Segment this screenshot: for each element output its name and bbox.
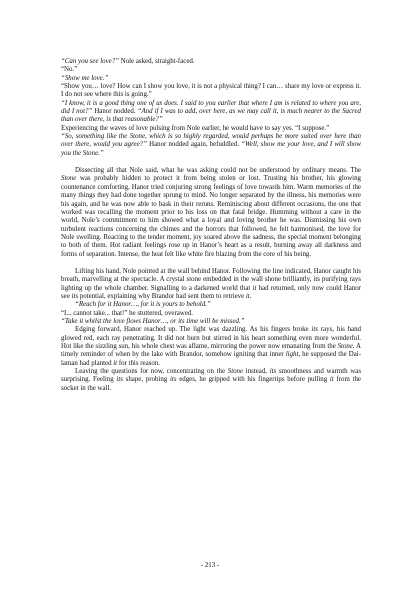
italic-text: its xyxy=(71,292,79,300)
paragraph xyxy=(61,368,361,393)
text-run: for this reason. xyxy=(117,359,160,367)
text-run: smoothness and warmth was surprising. Feeling xyxy=(61,368,362,384)
paragraph-gap xyxy=(61,259,361,268)
page-number: - 213 - xyxy=(200,562,220,569)
text-run: “Show you… love? How can I show you love, it is not a physical thing? I can… share my love or express it. I do not see where this is going.” xyxy=(61,83,361,99)
italic-text: “Well, show me your love, and I will show you the Stone.” xyxy=(61,141,361,157)
italic-text: its xyxy=(269,368,277,376)
text-run: . A timely reminder of when by the lake with Brandor, somehow igniting that inner xyxy=(61,343,361,359)
text-run: “I... cannot take... that!” he stuttered, overawed. xyxy=(61,309,194,317)
page-body xyxy=(61,58,361,393)
italic-text: Stone xyxy=(61,175,77,183)
paragraph xyxy=(61,83,361,100)
text-run: Lifting his hand, Nole pointed at the wall behind Hanor. Following the line indicated, Hanor caught his breath, marvelling at the spectacle. A crystal stone embedded in the wall shone brilliantly, its purifying rays lighting up the whole chamber. Signalling to a darkened world that xyxy=(61,267,361,292)
paragraph xyxy=(61,133,361,158)
paragraph xyxy=(61,301,361,309)
text-run: edges, he gripped with his fingertips before pulling xyxy=(176,376,330,384)
paragraph xyxy=(61,318,361,326)
paragraph xyxy=(61,167,361,259)
text-run: instead, xyxy=(243,368,270,376)
paragraph xyxy=(61,75,361,83)
italic-text: “And if I was to add, over here, as we may call it, is much nearer to the Sacred than over there, is that reasonable?” xyxy=(61,108,361,124)
italic-text: “Reach for it Hanor…, for it is yours to behold.” xyxy=(75,301,211,309)
text-run: was probably hidden to protect it from being stolen or lost. Trusting his brother, his glowing countenance comforting, Hanor tried conjuring strong feelings of love towards him. Warm memories of the many things they had done together sprung to mind. No longer separated by the illness, his memories were his again, and he was now able to bask in their reruns. Reminiscing about different occasions, the one that worked was recalling the moment prior to his loss on that fatal bridge. Humming without a care in the world, Nole’s commitment to him showed what a loyal and loving brother he was. Dismissing his own turbulent reactions concerning the chimes and the horrors that followed, he felt harmonised, the love for Nole swelling. Reacting to the tender moment, joy soared above the sadness, the special moment belonging to both of them. Hot radiant feelings rose up in Hanor’s heart as a result, burning away all darkness and forms of separation. Intense, the heat felt like white fire blazing from the core of his being. xyxy=(61,175,361,258)
text-run: shape, probing xyxy=(122,376,170,384)
italic-text: it xyxy=(245,292,250,300)
paragraph-gap xyxy=(61,158,361,167)
text-run: Hanor nodded. xyxy=(92,108,138,116)
text-run: rays, his hand glowed red, each ray penetrating. It did not burn but stirred in his heart something even more wonderful. Hot like the sizzling sun, his whole chest was aflame, mirroring the power now emanating from the xyxy=(61,326,361,350)
italic-text: “So, something like the Stone, which is so highly regarded, would perhaps be more suited over here than over there, would you agree?” xyxy=(61,133,361,149)
italic-text: it xyxy=(252,284,257,292)
text-run: potential, explaining why Brandor had sent them to retrieve xyxy=(78,292,246,300)
text-run: Edging forward, Hanor reached up. The light was dazzling. As his fingers broke xyxy=(75,326,312,334)
paragraph xyxy=(61,326,361,368)
italic-text: Stone xyxy=(227,368,244,376)
italic-text: its xyxy=(169,376,177,384)
text-run: Dissecting all that Nole said, what he was asking could not be understood by ordinary means. The xyxy=(75,167,361,175)
italic-text: light xyxy=(285,351,299,359)
text-run: Hanor nodded again, befuddled. xyxy=(146,141,242,149)
italic-text: “Show me love.” xyxy=(61,74,109,82)
text-run: Nole asked, straight-faced. xyxy=(119,58,195,65)
text-run: Leaving the questions for now, concentrating on the xyxy=(75,368,228,376)
italic-text: it xyxy=(113,359,118,367)
paragraph xyxy=(61,268,361,301)
italic-text: its xyxy=(311,326,318,334)
text-run: from the socket in the wall. xyxy=(61,376,361,392)
paragraph xyxy=(61,100,361,125)
italic-text: its xyxy=(116,376,123,384)
italic-text: “I know, it is a good thing one of us does. I said to you earlier that where I am is related to where you are, did I not?” xyxy=(61,99,361,116)
paragraph xyxy=(61,58,361,66)
italic-text: Stone xyxy=(337,343,353,350)
italic-text: “Take it whilst the love flows Hanor…, or its time will be missed.” xyxy=(61,317,245,325)
italic-text: “Can you see love?” xyxy=(61,58,119,65)
text-run: had returned, only now could Hanor see xyxy=(61,284,361,300)
text-run: Experiencing the waves of love pulsing from Nole earlier, he would have to say yes. “I suppose.” xyxy=(61,124,330,132)
text-run: , he supposed the Dai-laman had planted xyxy=(61,351,361,367)
text-run: . xyxy=(249,292,252,300)
paragraph xyxy=(61,125,361,133)
paragraph xyxy=(61,66,361,74)
italic-text: it xyxy=(329,376,334,384)
paragraph xyxy=(61,310,361,318)
text-run: “No.” xyxy=(61,66,78,74)
